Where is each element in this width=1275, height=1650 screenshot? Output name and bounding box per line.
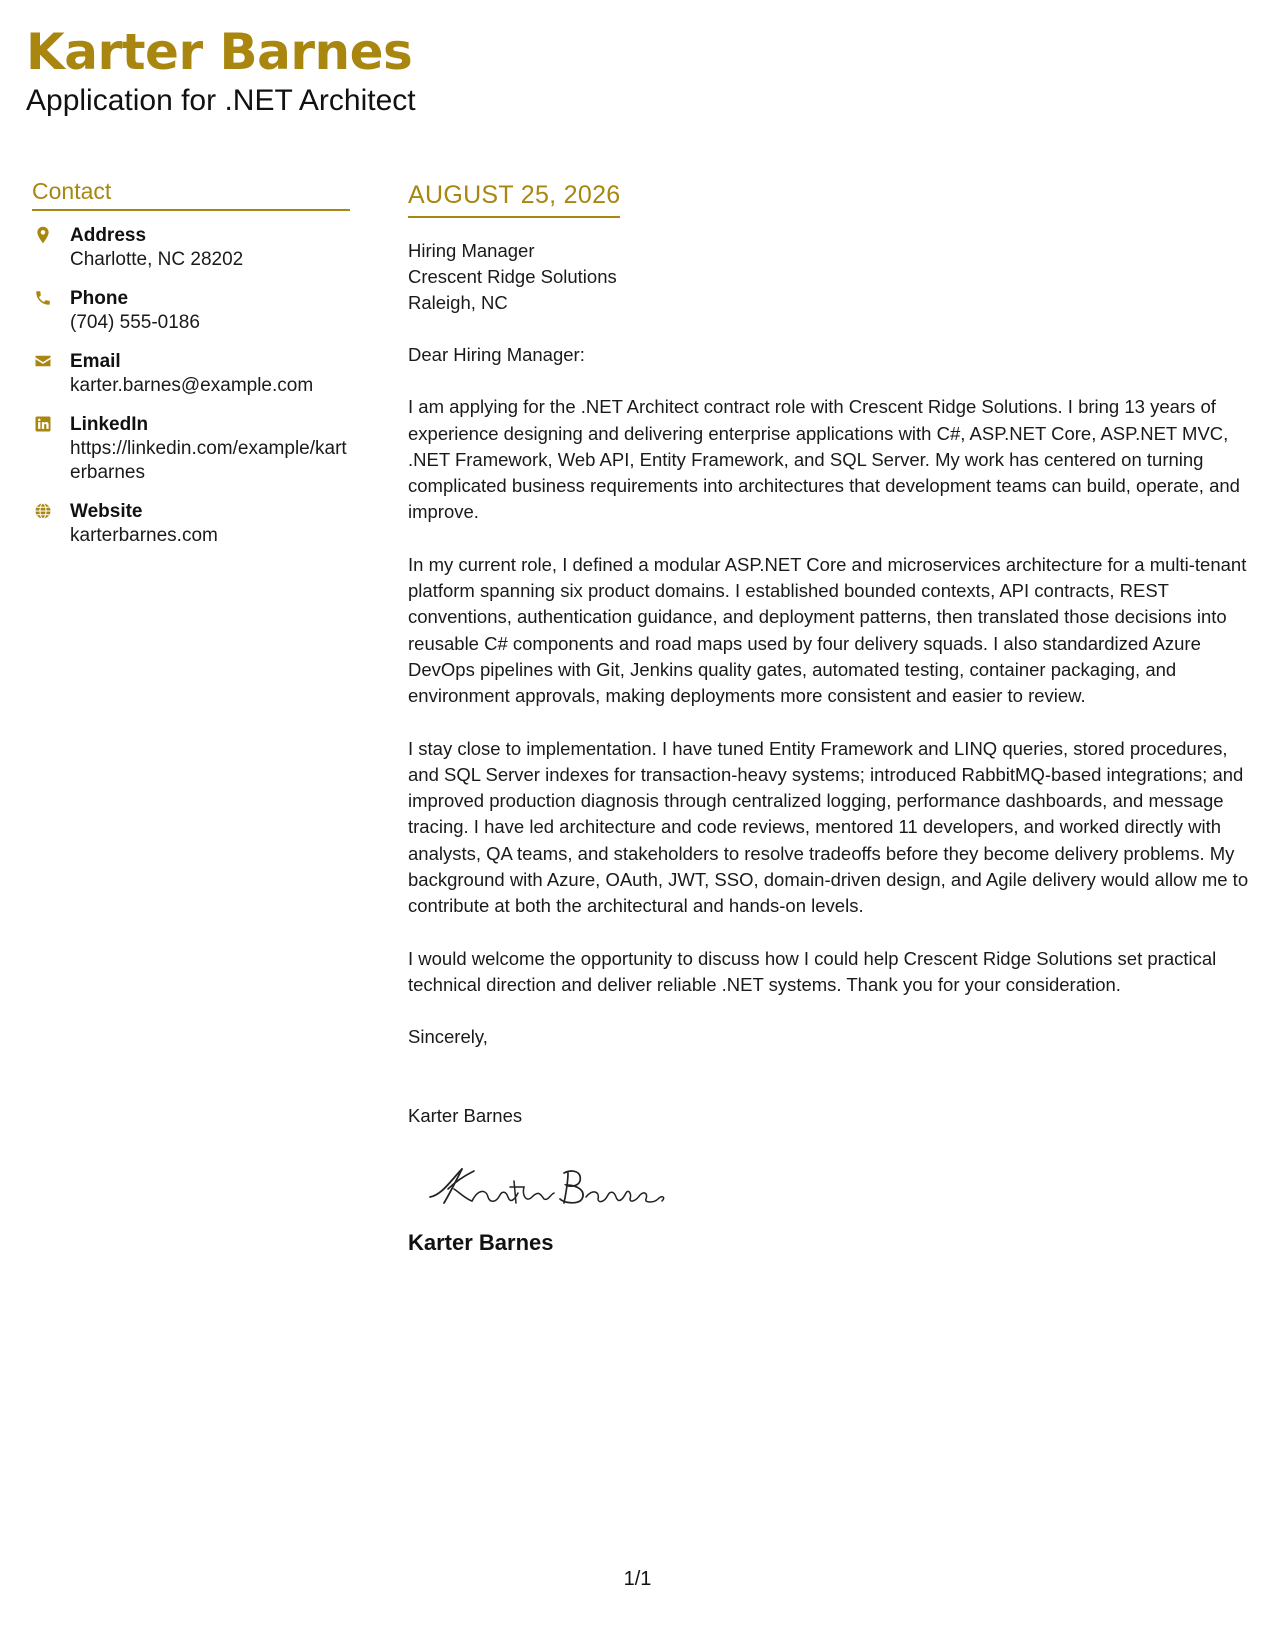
typed-name: Karter Barnes — [408, 1104, 523, 1126]
contact-email — [32, 349, 350, 398]
contact-label: Website — [70, 501, 143, 522]
contact-label: Phone — [70, 288, 129, 309]
salutation: Dear Hiring Manager: — [408, 344, 585, 365]
recipient-block — [408, 238, 1254, 316]
contact-value: Charlotte, NC 28202 — [70, 249, 244, 270]
body-paragraph: I am applying for the .NET Architect contract role with Crescent Ridge Solutions. I bring 13 years of experience designing and delivering enterprise applications with C#, ASP.NET Core, ASP.NET MVC, .NET Framework, Web API, Entity Framework, and SQL Server. My work has centered on turning complicated business requirements into architectures that development teams can build, operate, and improve. — [408, 396, 1240, 523]
application-subtitle: Application for .NET Architect — [26, 84, 416, 117]
contact-value: (704) 555-0186 — [70, 312, 200, 333]
printed-name: Karter Barnes — [408, 1229, 554, 1255]
letter-date: AUGUST 25, 2026 — [408, 178, 620, 218]
envelope-icon — [34, 352, 52, 370]
contact-phone — [32, 286, 350, 335]
closing: Sincerely, — [408, 1026, 488, 1048]
body-paragraph: I would welcome the opportunity to discuss how I could help Crescent Ridge Solutions set practical technical direction and deliver reliable .NET systems. Thank you for your consideration. — [408, 947, 1217, 995]
contact-label: Email — [70, 351, 121, 372]
map-pin-icon — [34, 226, 52, 244]
handwritten-signature — [422, 1159, 672, 1211]
linkedin-link[interactable]: https://linkedin.com/example/karterbarnes — [70, 438, 347, 483]
email-link[interactable]: karter.barnes@example.com — [70, 375, 314, 396]
phone-icon — [34, 289, 52, 307]
linkedin-icon — [34, 415, 52, 433]
contact-sidebar — [32, 176, 350, 562]
contact-label: Address — [70, 225, 147, 246]
contact-heading: Contact — [32, 176, 350, 211]
contact-address — [32, 223, 350, 272]
contact-website — [32, 499, 350, 548]
recipient-company: Crescent Ridge Solutions — [408, 266, 617, 287]
page-number: 1/1 — [623, 1568, 652, 1590]
body-paragraph: In my current role, I defined a modular ASP.NET Core and microservices architecture for a multi-tenant platform spanning six product domains. I established bounded contexts, API contracts, REST conventions, authentication guidance, and deployment patterns, then translated those decisions into reusable C# components and road maps used by four delivery squads. I also standardized Azure DevOps pipelines with Git, Jenkins quality gates, automated testing, container packaging, and environment approvals, making deployments more consistent and easier to review. — [408, 553, 1247, 707]
recipient-title: Hiring Manager — [408, 240, 535, 261]
globe-icon — [34, 502, 52, 520]
body-paragraph: I stay close to implementation. I have tuned Entity Framework and LINQ queries, stored procedures, and SQL Server indexes for transaction-heavy systems; introduced RabbitMQ-based integrations; and improved production diagnosis through centralized logging, performance dashboards, and message tracing. I have led architecture and code reviews, mentored 11 developers, and worked directly with analysts, QA teams, and stakeholders to resolve tradeoffs before they become delivery problems. My background with Azure, OAuth, JWT, SSO, domain-driven design, and Agile delivery would allow me to contribute at both the architectural and hands-on levels. — [408, 737, 1249, 917]
applicant-name: Karter Barnes — [26, 23, 413, 81]
contact-label: LinkedIn — [70, 414, 149, 435]
contact-linkedin — [32, 412, 350, 485]
letter-body — [408, 178, 1254, 1257]
website-link[interactable]: karterbarnes.com — [70, 525, 218, 546]
recipient-location: Raleigh, NC — [408, 292, 508, 313]
